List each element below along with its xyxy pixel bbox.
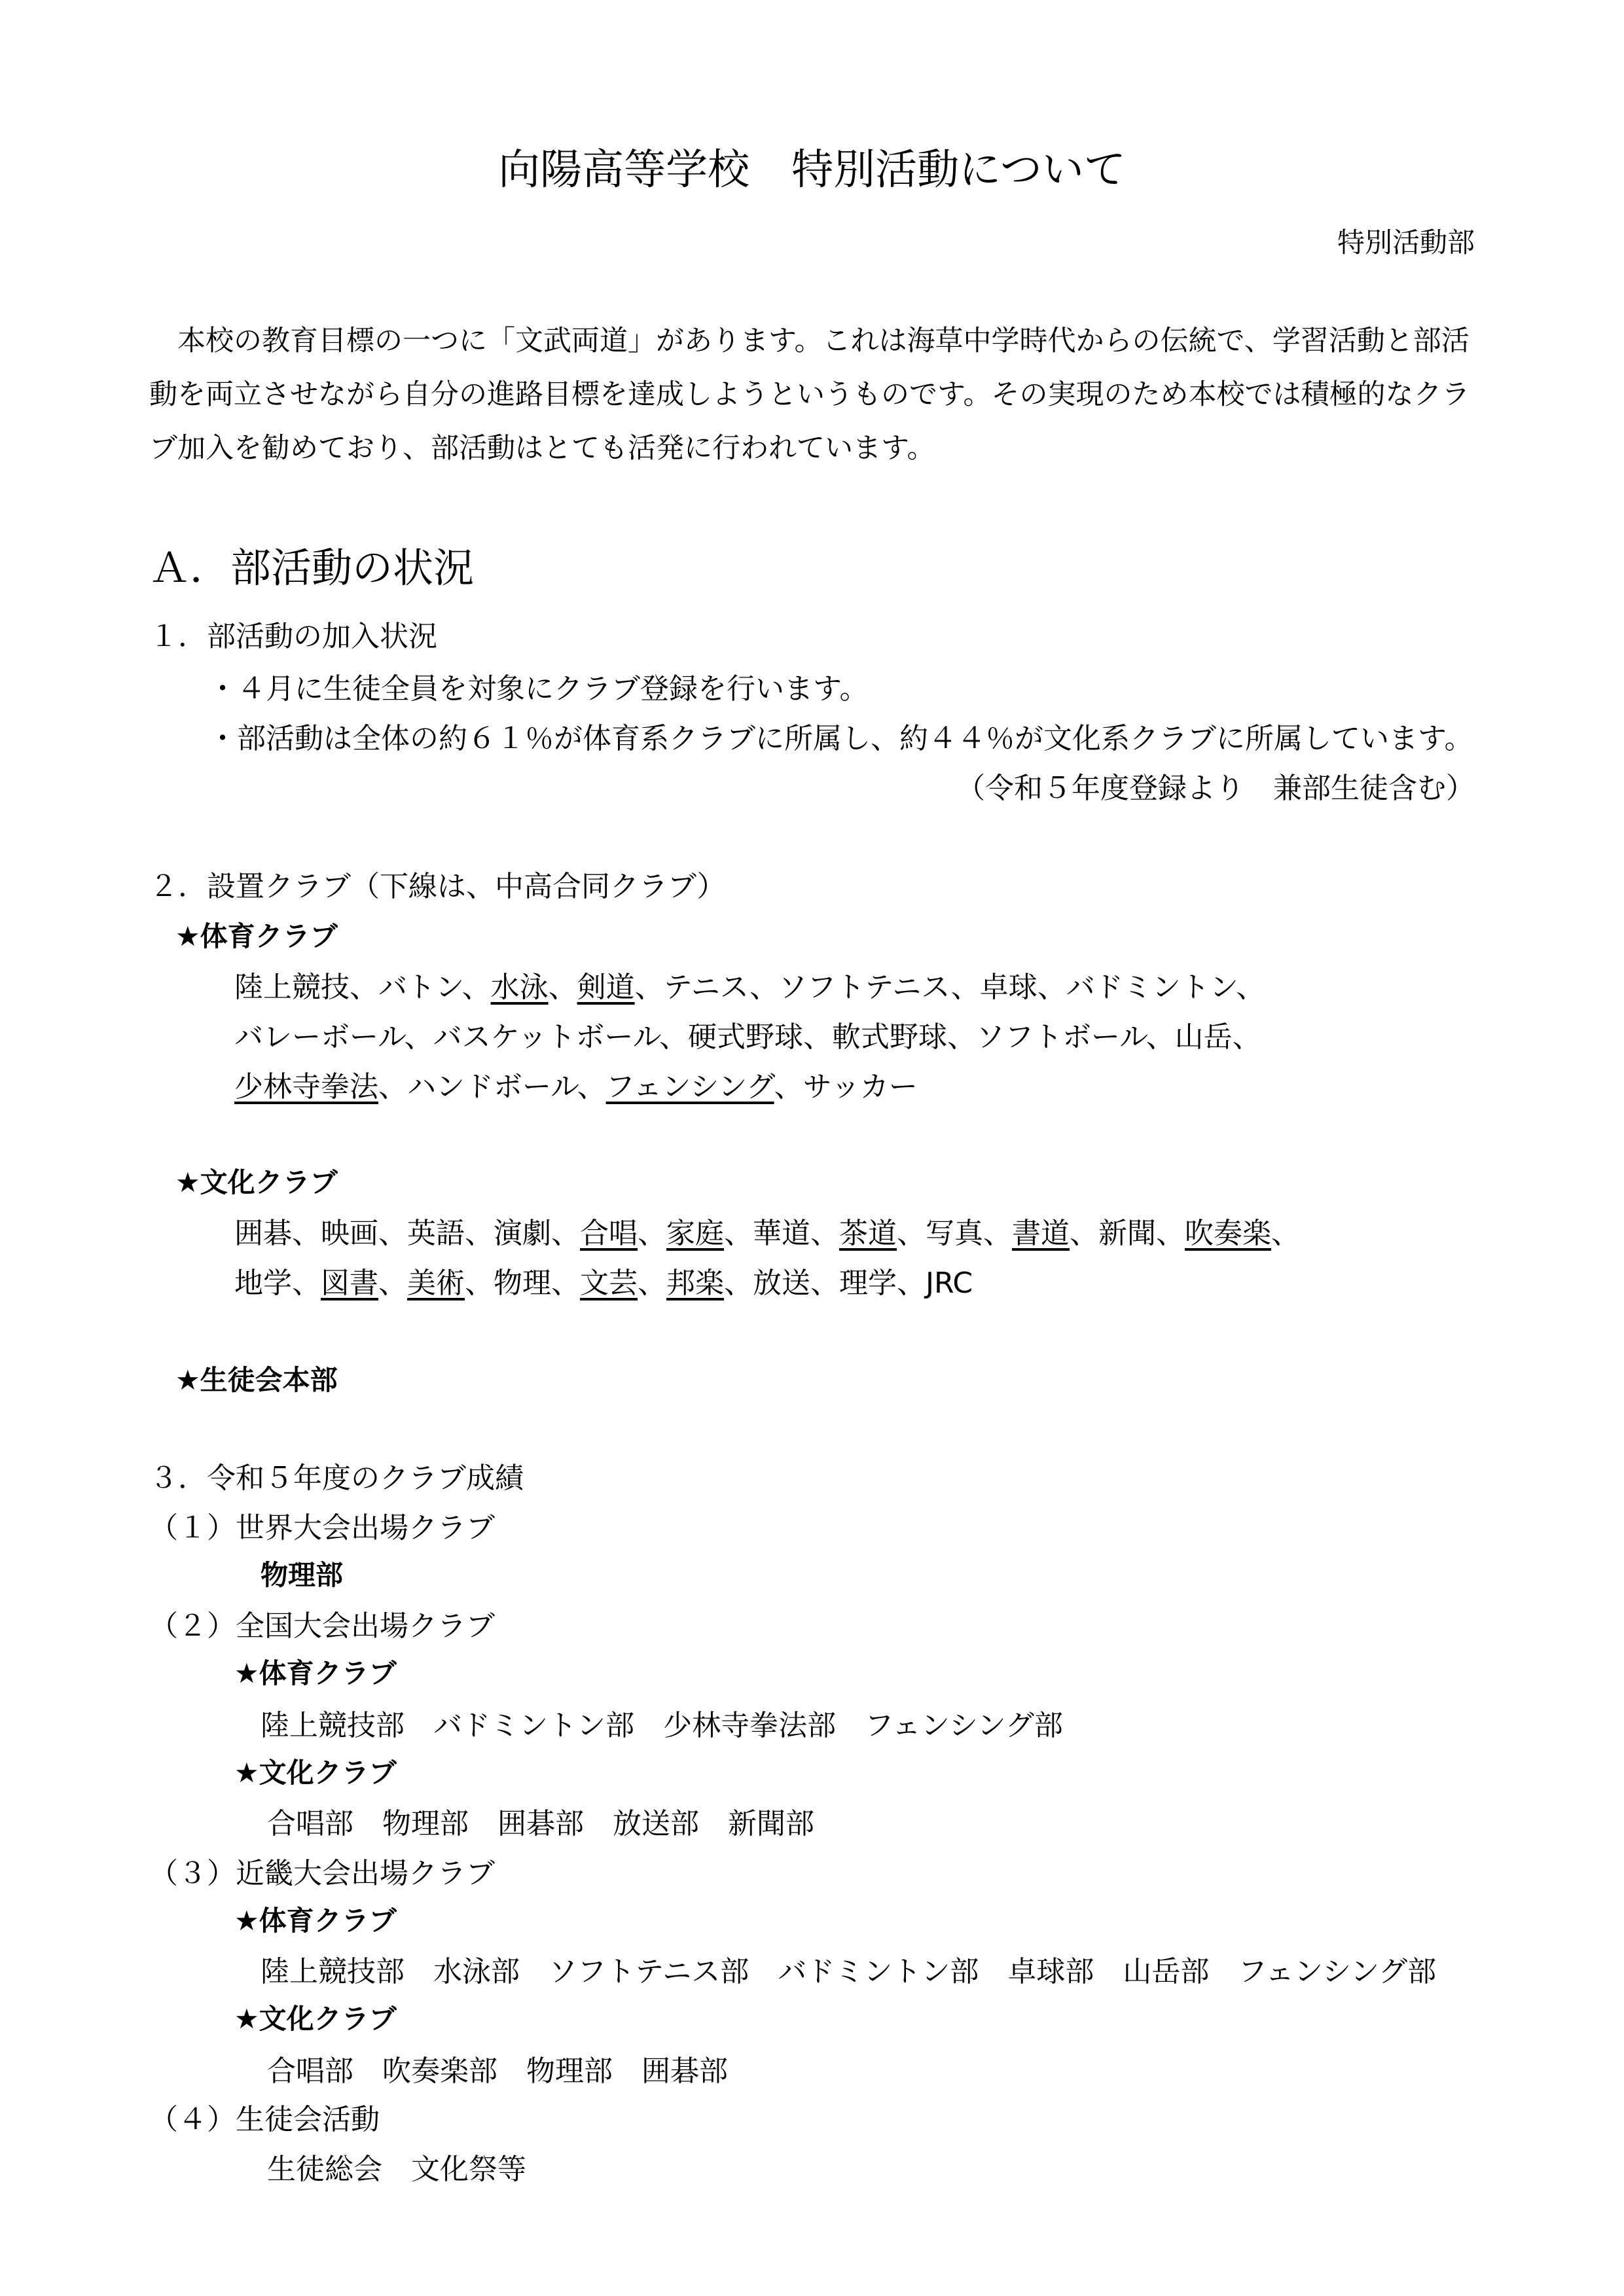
club-text: 陸上競技 (234, 971, 350, 1004)
subsection-3-heading: ３．令和５年度のクラブ成績 (149, 1462, 524, 1495)
intro-paragraph: 本校の教育目標の一つに「文武両道」があります。これは海草中学時代からの伝統で、学習活動と部活動を両立させながら自分の進路目標を達成しようというものです。その実現のため本校では積極的なクラブ加入を勧めており、部活動はとても活発に行われています。 (149, 325, 1470, 465)
joint-club-name: 図書 (321, 1266, 378, 1300)
club-text: 、華道、 (724, 1217, 839, 1250)
club-text: 、新聞、 (1070, 1217, 1185, 1250)
national-culture-heading: ★文化クラブ (234, 1757, 397, 1789)
joint-club-name: 文芸 (580, 1266, 638, 1300)
sports-clubs-line (234, 1013, 1261, 1055)
national-sports-heading: ★体育クラブ (234, 1657, 397, 1689)
club-text: 、サッカー (774, 1070, 918, 1103)
club-text: 、放送、理学、JRC (724, 1266, 973, 1300)
club-text: 、テニス、ソフトテニス、卓球、バドミントン、 (634, 971, 1265, 1004)
club-text: 囲碁、映画、英語、演劇、 (234, 1217, 580, 1250)
joint-club-name: 書道 (1012, 1217, 1070, 1250)
world-competition-heading: （１）世界大会出場クラブ (149, 1511, 495, 1545)
club-text: 、ハンドボール、 (378, 1070, 606, 1103)
sports-clubs-heading: ★体育クラブ (175, 920, 338, 952)
student-council-activities-heading: （４）生徒会活動 (149, 2103, 380, 2136)
page-title: 向陽高等学校 特別活動について (498, 146, 1126, 194)
joint-club-name: 合唱 (580, 1217, 638, 1250)
national-competition-heading: （２）全国大会出場クラブ (149, 1609, 495, 1643)
club-text: 、 (378, 1266, 407, 1300)
culture-clubs-line (234, 1210, 1300, 1251)
sports-clubs-line (234, 1063, 918, 1105)
club-text: 地学、 (234, 1266, 321, 1300)
club-text: 、 (638, 1266, 666, 1300)
bullet-ratio: ・部活動は全体の約６１％が体育系クラブに所属し、約４４％が文化系クラブに所属しています。 (208, 722, 1473, 755)
club-text: 、 (638, 1217, 666, 1250)
national-sports-clubs: 陸上競技部 バドミントン部 少林寺拳法部 フェンシング部 (261, 1709, 1063, 1742)
culture-clubs-line (234, 1259, 973, 1301)
bullet-registration: ・４月に生徒全員を対象にクラブ登録を行います。 (208, 672, 869, 706)
subsection-1-heading: １．部活動の加入状況 (149, 620, 437, 653)
kinki-sports-clubs: 陸上競技部 水泳部 ソフトテニス部 バドミントン部 卓球部 山岳部 フェンシング部 (261, 1955, 1437, 1988)
joint-club-name: 水泳 (490, 971, 549, 1004)
student-council-activities: 生徒総会 文化祭等 (267, 2153, 526, 2186)
club-text: バレーボール、バスケットボール、硬式野球、軟式野球、ソフトボール、山岳、 (234, 1020, 1261, 1054)
club-text: 、 (1271, 1217, 1300, 1250)
club-text: 、写真、 (897, 1217, 1012, 1250)
joint-club-name: 家庭 (666, 1217, 724, 1250)
club-text: 、 (548, 971, 577, 1004)
department-label: 特別活動部 (1337, 226, 1475, 259)
club-text: 、バトン、 (350, 971, 491, 1004)
joint-club-name: フェンシング (605, 1070, 774, 1103)
culture-clubs-heading: ★文化クラブ (175, 1166, 338, 1198)
section-a-heading: Ａ．部活動の状況 (149, 544, 475, 592)
national-culture-clubs: 合唱部 物理部 囲碁部 放送部 新聞部 (267, 1807, 814, 1840)
joint-club-name: 剣道 (577, 971, 635, 1004)
registration-note: （令和５年度登録より 兼部生徒含む） (956, 772, 1475, 805)
joint-club-name: 茶道 (839, 1217, 897, 1250)
kinki-competition-heading: （３）近畿大会出場クラブ (149, 1857, 495, 1890)
world-competition-clubs: 物理部 (261, 1559, 344, 1591)
club-text: 、物理、 (465, 1266, 580, 1300)
joint-club-name: 少林寺拳法 (234, 1070, 378, 1103)
kinki-culture-clubs: 合唱部 吹奏楽部 物理部 囲碁部 (267, 2054, 728, 2088)
sports-clubs-line (234, 963, 1265, 1005)
subsection-2-heading: ２．設置クラブ（下線は、中高合同クラブ） (149, 870, 726, 903)
student-council-heading: ★生徒会本部 (175, 1364, 338, 1396)
joint-club-name: 美術 (407, 1266, 465, 1300)
joint-club-name: 邦楽 (666, 1266, 724, 1300)
joint-club-name: 吹奏楽 (1185, 1217, 1271, 1250)
kinki-sports-heading: ★体育クラブ (234, 1905, 397, 1937)
kinki-culture-heading: ★文化クラブ (234, 2003, 397, 2035)
